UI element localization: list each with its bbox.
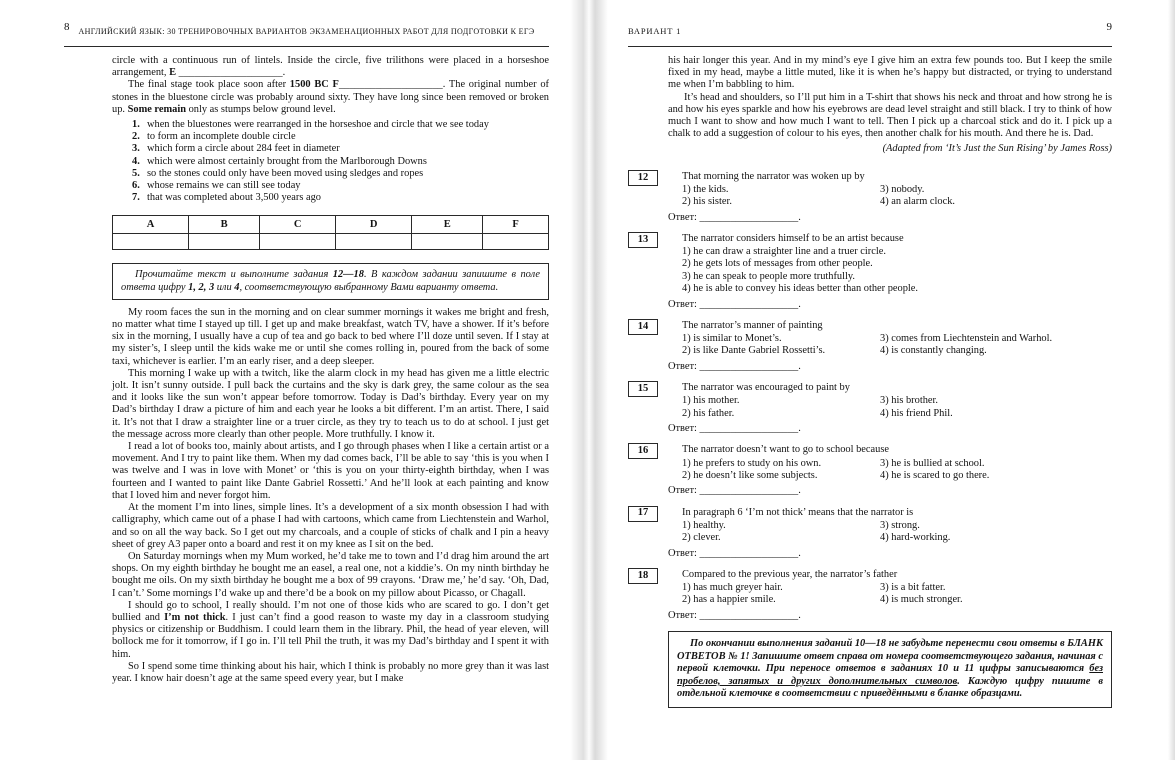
question-number-box <box>628 568 658 584</box>
continuation-paragraph: It’s head and shoulders, so I’ll put him in a T-shirt that shows his neck and throat and how strong he is and how his eyes sparkle and how his eyebrows are dead level straight and still black. I try to think of how much I want to show and how much I want to tell. Then I pick up a charcoal stick and do it. I pick up a chalk to add a suggestion of colour to his eyes, then another chalk for his mouth. And there he is. Dad. <box>668 91 1112 140</box>
table-header-cell: B <box>189 216 260 234</box>
option: 4) is constantly changing. <box>880 345 987 357</box>
option: 4) he is scared to go there. <box>880 469 990 481</box>
page-number: 9 <box>1106 21 1112 33</box>
table-header-cell: C <box>260 216 336 234</box>
list-item <box>132 156 549 168</box>
option: 2) his sister. <box>682 196 732 208</box>
option: 2) he doesn’t like some subjects. <box>682 469 818 481</box>
question-15 <box>637 382 1112 435</box>
option: 3) nobody. <box>880 183 925 195</box>
intro-paragraph: The final stage took place soon after 1500 BC F____________________. The original number of stones in the bluestone circle was probably around sixty. They have long since been removed or broken up. Some remain only as stumps below ground level. <box>112 79 549 115</box>
story-paragraph: At the moment I’m into lines, simple lines. It’s a development of a six month obsession I had with calligraphy, which came out of a phase I had with cartoons, which came from Liechtenstein and Warhol, and so on all the way back. So I get out my charcoals, and a couple of sticks of chalk and I pin a heavy sheet of grey A3 paper onto a board and rest it on my knee as I sit on the bed. <box>112 502 549 550</box>
running-title: АНГЛИЙСКИЙ ЯЗЫК: 30 ТРЕНИРОВОЧНЫХ ВАРИАНТОВ ЭКЗАМЕНАЦИОННЫХ РАБОТ ДЛЯ ПОДГОТОВКИ К ЕГЭ <box>78 27 535 36</box>
question-number: 17 <box>637 507 649 519</box>
question-13 <box>637 232 1112 311</box>
answer-grid-table <box>112 215 549 250</box>
options-grid <box>668 333 1112 358</box>
list-item-number: 1. <box>132 119 140 131</box>
list-item-number: 7. <box>132 192 140 204</box>
right-page-content <box>637 55 1112 708</box>
option: 3) he is bullied at school. <box>880 457 985 469</box>
story-paragraph: This morning I wake up with a twitch, like the alarm clock in my head has given me a little electric jolt. It isn’t sunny outside. I pull back the curtains and the sky is dark grey, the same colour as the sea and it looks like the sun won’t appear before tomorrow. Today is Dad’s birthday. Every year on my Dad’s birthday I draw a picture of him and each year he looks a bit different. I’m an artist. There, I said it. It’s not that I draw a straighter line or a truer circle, as they try to teach us to do at school. I just get the message across more clearly than other people. More truthfully. I know it. <box>112 367 549 440</box>
option: 1) healthy. <box>682 519 726 531</box>
option: 3) his brother. <box>880 395 939 407</box>
numbered-list <box>132 119 549 204</box>
option: 1) has much greyer hair. <box>682 581 783 593</box>
table-cell <box>336 234 412 250</box>
question-number: 18 <box>637 569 649 581</box>
story-paragraph: So I spend some time thinking about his hair, which I think is probably no more grey than it was last year. I know hair doesn’t age at the same speed every year, but I make <box>112 660 549 684</box>
list-item-number: 4. <box>132 155 140 167</box>
option: 2) clever. <box>682 532 721 544</box>
list-item-number: 3. <box>132 143 140 155</box>
option: 1) he prefers to study on his own. <box>682 457 822 469</box>
intro-paragraph: circle with a continuous run of lintels. Inside the circle, five trilithons were placed in a horseshoe arrangement, E ____________________. <box>112 55 549 79</box>
answer-line: Ответ: ___________________. <box>668 298 801 310</box>
table-header-cell: E <box>412 216 483 234</box>
table-cell <box>260 234 336 250</box>
question-number: 13 <box>637 233 649 245</box>
answer-line: Ответ: ___________________. <box>668 360 801 372</box>
list-item-text: so the stones could only have been moved using sledges and ropes <box>147 167 424 179</box>
answer-line: Ответ: ___________________. <box>668 211 801 223</box>
question-number-box <box>628 232 658 248</box>
table-cell <box>412 234 483 250</box>
question-stem: The narrator considers himself to be an artist because <box>682 232 904 244</box>
list-item <box>132 143 549 155</box>
table-header-cell: F <box>483 216 549 234</box>
answer-grid-empty-row <box>113 234 549 250</box>
list-item-text: to form an incomplete double circle <box>147 131 296 143</box>
question-number-box <box>628 443 658 459</box>
table-cell <box>113 234 189 250</box>
story-paragraph: I read a lot of books too, mainly about artists, and I go through phases when I like a certain artist or a movement. And I try to paint like them. When my dad comes back, I’ll be able to say ‘this is you when I was twelve and I was in love with Monet’ or ‘this is you on your thirty-eighth birthday, when I was fourteen and I wanted to paint like Dante Gabriel Rossetti.’ And he’ll look at each painting and know that I loved him and never forgot him. <box>112 441 549 501</box>
answer-grid-header-row <box>113 216 549 234</box>
question-number: 15 <box>637 382 649 394</box>
table-cell <box>189 234 260 250</box>
option: 1) the kids. <box>682 183 729 195</box>
list-item-text: when the bluestones were rearranged in the horseshoe and circle that we see today <box>147 119 489 131</box>
option: 3) strong. <box>880 519 920 531</box>
question-stem: Compared to the previous year, the narrator’s father <box>682 568 898 580</box>
list-item-text: which form a circle about 284 feet in diameter <box>147 143 340 155</box>
story-paragraph: I should go to school, I really should. I’m not one of those kids who are scared to go. I don’t get bullied and I’m not thick. I just can’t find a good reason to waste my day in a classroom studying physics or citizenship or Buddhism. I could learn them in the library. Phil, the head of year eleven, will bollock me for it tomorrow, if I go in. I’ll tell Phil the truth, it was my Dad’s birthday and I spent it with him. <box>112 599 549 660</box>
page-left <box>0 0 587 760</box>
answer-line: Ответ: ___________________. <box>668 423 801 435</box>
list-item-text: that was completed about 3,500 years ago <box>147 192 321 204</box>
option: 4) is much stronger. <box>880 594 963 606</box>
list-item-number: 6. <box>132 180 140 192</box>
option: 3) he can speak to people more truthfully. <box>682 270 856 282</box>
options-grid <box>668 458 1112 483</box>
options-grid <box>668 246 1112 296</box>
list-item-number: 2. <box>132 131 140 143</box>
list-item <box>132 192 549 204</box>
answer-line: Ответ: ___________________. <box>668 547 801 559</box>
question-stem: That morning the narrator was woken up by <box>682 170 865 182</box>
story-paragraph: On Saturday mornings when my Mum worked, he’d take me to town and I’d drag him around the art shops. On my eighth birthday he bought me an easel, a real one, not a kiddie’s. On my ninth birthday he bought me oils. On my sixth birthday he bought me a box of 99 crayons. ‘Draw me,’ he’d say. ‘Oh, Dad, I can’t.’ Some mornings I’d wake up and there’d be a book on my pillow about Picasso, or Chagall. <box>112 550 549 599</box>
question-stem: The narrator was encouraged to paint by <box>682 382 850 394</box>
question-16 <box>637 444 1112 497</box>
answer-line: Ответ: ___________________. <box>668 485 801 497</box>
option: 2) he gets lots of messages from other people. <box>682 258 873 270</box>
option: 4) his friend Phil. <box>880 407 953 419</box>
question-number: 16 <box>637 445 649 457</box>
option: 2) is like Dante Gabriel Rossetti’s. <box>682 345 826 357</box>
transfer-answers-note-box: По окончании выполнения заданий 10—18 не забудьте перенести свои ответы в БЛАНК ОТВЕТОВ № 1! Запишите ответ справа от номера соответствующего задания, начиная с первой клеточки. При переносе ответов в заданиях 10 и 11 цифры записываются без пробелов, запятых и других дополнительных символов. Каждую цифру пишите в отдельной клеточке в соответствии с приведёнными в бланке образцами. <box>668 631 1112 708</box>
page-right <box>588 0 1175 760</box>
left-page-header <box>64 21 549 47</box>
question-12 <box>637 170 1112 224</box>
list-item <box>132 119 549 131</box>
questions-section <box>637 170 1112 622</box>
question-number-box <box>628 506 658 522</box>
question-17 <box>637 506 1112 560</box>
table-header-cell: A <box>113 216 189 234</box>
option: 1) his mother. <box>682 395 740 407</box>
option: 4) an alarm clock. <box>880 196 956 208</box>
attribution: (Adapted from ‘It’s Just the Sun Rising’ by James Ross) <box>882 143 1112 155</box>
option: 4) hard-working. <box>880 532 951 544</box>
option: 1) he can draw a straighter line and a truer circle. <box>682 246 886 258</box>
list-item-text: whose remains we can still see today <box>147 180 301 192</box>
list-item <box>132 180 549 192</box>
question-number: 12 <box>637 171 649 183</box>
list-item <box>132 168 549 180</box>
question-number: 14 <box>637 320 649 332</box>
question-number-box <box>628 319 658 335</box>
options-grid <box>668 395 1112 420</box>
option: 3) is a bit fatter. <box>880 581 946 593</box>
instruction-box: Прочитайте текст и выполните задания 12—18. В каждом задании запишите в поле ответа цифру 1, 2, 3 или 4, соответствующую выбранному Вами варианту ответа. <box>112 263 549 299</box>
question-stem: The narrator’s manner of painting <box>682 319 823 331</box>
option: 3) comes from Liechtenstein and Warhol. <box>880 333 1053 345</box>
page-number: 8 <box>64 21 70 33</box>
answer-line: Ответ: ___________________. <box>668 609 801 621</box>
continuation-paragraph: his hair longer this year. And in my mind’s eye I give him an extra few pounds too. But I keep the smile fixed in my head, maybe a little muted, like it is when he’s happy but distracted, or trying to understand me when I’m babbling to him. <box>668 55 1112 91</box>
table-header-cell: D <box>336 216 412 234</box>
options-grid <box>668 582 1112 607</box>
question-18 <box>637 568 1112 622</box>
list-item-number: 5. <box>132 167 140 179</box>
option: 1) is similar to Monet’s. <box>682 333 782 345</box>
list-item <box>132 131 549 143</box>
question-stem: In paragraph 6 ‘I’m not thick’ means that the narrator is <box>682 506 914 518</box>
list-item-text: which were almost certainly brought from the Marlborough Downs <box>147 155 427 167</box>
running-title: ВАРИАНТ 1 <box>628 26 682 36</box>
right-page-header <box>628 21 1112 47</box>
table-cell <box>483 234 549 250</box>
story-paragraph: My room faces the sun in the morning and on clear summer mornings it wakes me bright and fresh, no matter what time I stayed up till. I get up and make breakfast, watch TV, have a shower. If it’s before six in the morning, I usually have a cup of tea and go back to bed where I’ll doze until seven. If I stay at my sister’s, I sleep until the kids wake me or until she comes rolling in, poured from the back of some taxi, whichever is earlier. I’m an early riser, and a deep sleeper. <box>112 306 549 367</box>
option: 4) he is able to convey his ideas better than other people. <box>682 283 919 295</box>
option: 2) his father. <box>682 407 735 419</box>
question-number-box <box>628 170 658 186</box>
options-grid <box>668 184 1112 209</box>
question-number-box <box>628 381 658 397</box>
question-14 <box>637 319 1112 373</box>
option: 2) has a happier smile. <box>682 594 776 606</box>
question-stem: The narrator doesn’t want to go to school because <box>682 444 889 456</box>
options-grid <box>668 520 1112 545</box>
left-page-content <box>112 55 549 685</box>
